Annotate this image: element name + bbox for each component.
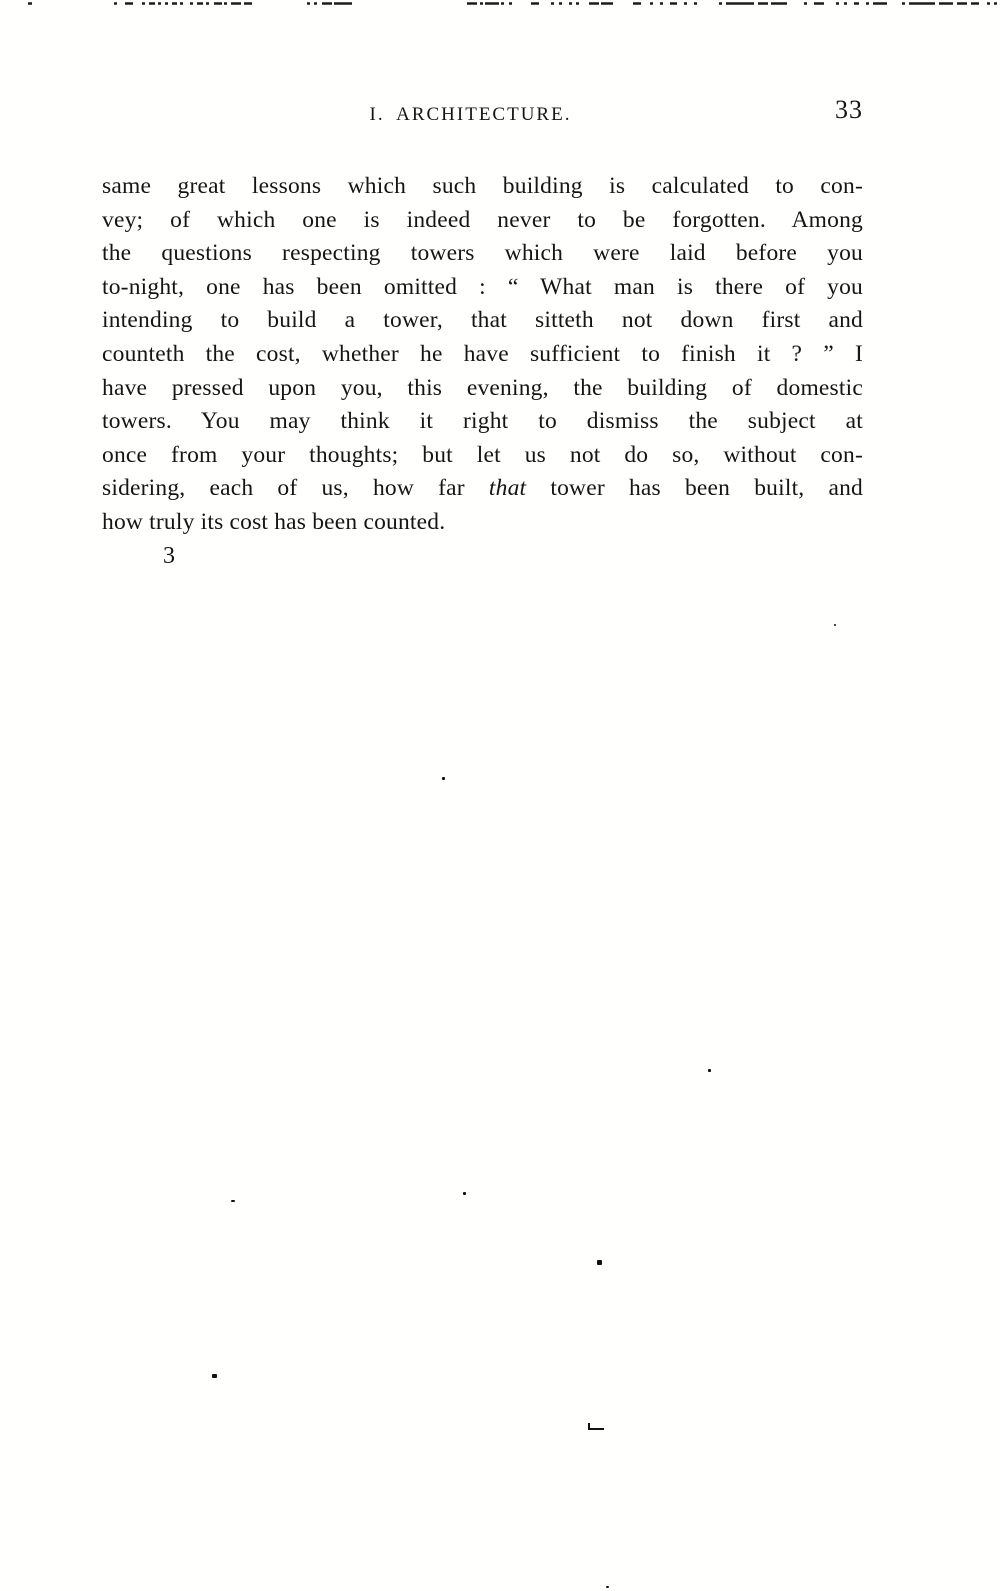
ink-dash-tick <box>588 1423 590 1429</box>
text-line: have pressed upon you, this evening, the building of domestic <box>102 374 863 401</box>
ink-speck <box>606 1586 609 1588</box>
page-top-edge-artifact <box>0 0 1000 8</box>
text-line: the questions respecting towers which were laid before you <box>102 240 863 267</box>
signature-mark: 3 <box>163 542 176 569</box>
page-number: 33 <box>835 95 863 124</box>
text-line: counteth the cost, whether he have sufficient to finish it ? ” I <box>102 340 863 367</box>
text-line: to-night, one has been omitted : “ What man is there of you <box>102 273 863 300</box>
ink-speck <box>708 1069 711 1072</box>
text-segment: sidering, each of us, how far <box>102 475 465 502</box>
text-line: vey; of which one is indeed never to be forgotten. Among <box>102 206 863 233</box>
running-head <box>102 95 863 135</box>
ink-speck <box>463 1192 466 1195</box>
paragraph <box>102 170 863 573</box>
text-line: intending to build a tower, that sitteth not down first and <box>102 307 863 334</box>
section-title: I. ARCHITECTURE. <box>369 104 572 125</box>
text-line: same great lessons which such building is calculated to con- <box>102 173 863 199</box>
ink-dash-mark <box>588 1428 604 1430</box>
text-line <box>102 472 863 506</box>
ink-speck <box>212 1374 217 1378</box>
emphasized-word: that <box>488 475 527 502</box>
ink-speck <box>597 1260 602 1265</box>
text-line: once from your thoughts; but let us not do so, without con- <box>102 441 863 468</box>
text-segment: tower has been built, and <box>550 475 863 502</box>
text-line: how truly its cost has been counted. <box>102 508 446 535</box>
ink-speck <box>231 1200 235 1202</box>
text-line: towers. You may think it right to dismiss the subject at <box>102 408 863 435</box>
ink-speck <box>442 777 445 780</box>
ink-speck <box>834 624 836 626</box>
